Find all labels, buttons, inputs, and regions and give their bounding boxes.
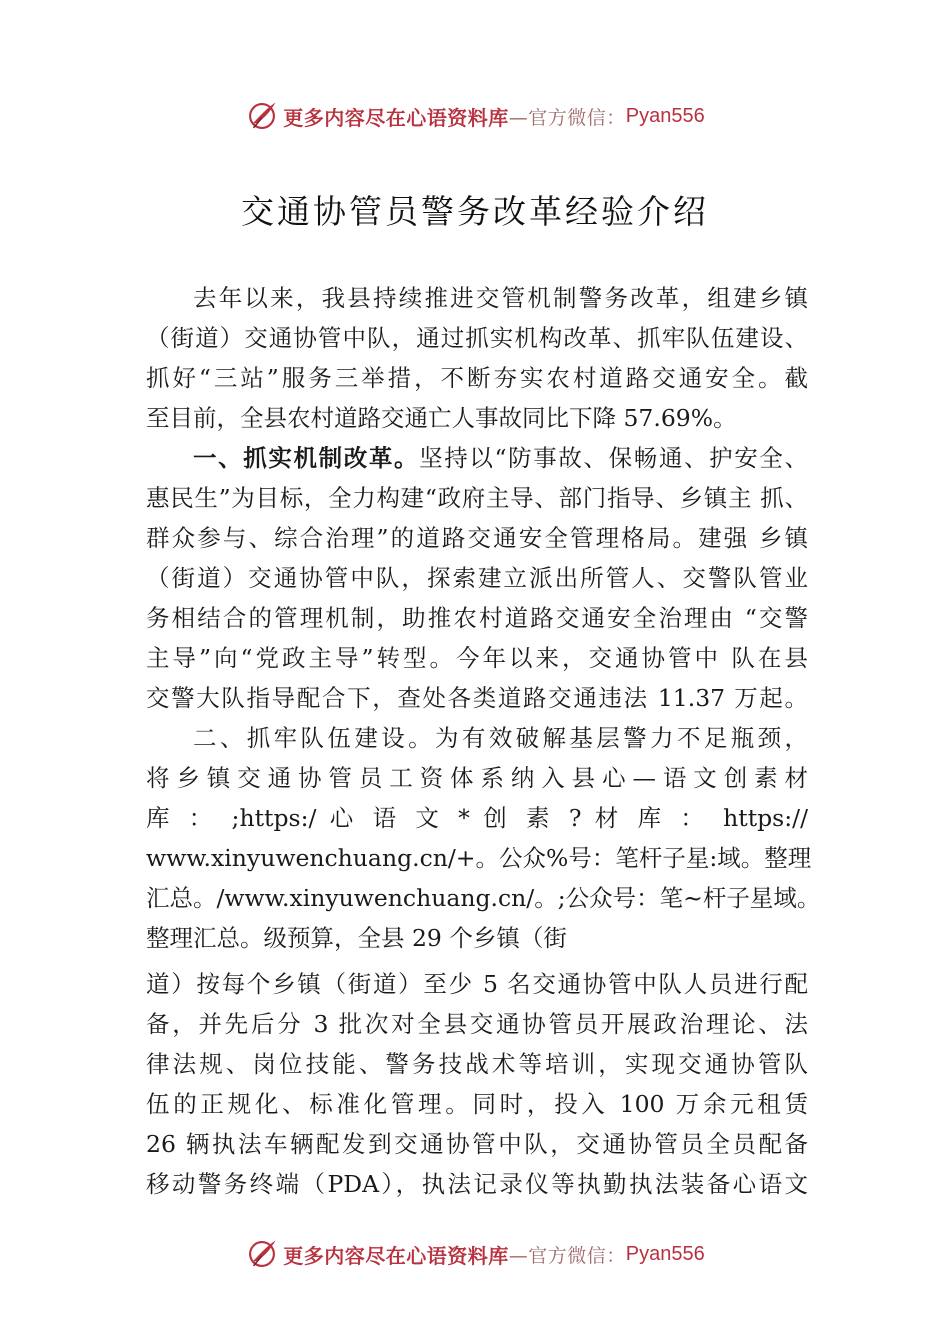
footer-banner bbox=[0, 1234, 950, 1274]
text-line: 26 辆执法车辆配发到交通协管中队，交通协管员全员配备 bbox=[146, 1130, 808, 1158]
text-line bbox=[146, 438, 808, 478]
text-line: （街道）交通协管中队，探索建立派出所管人、交警队管业 bbox=[146, 564, 808, 592]
paragraph-intro bbox=[146, 278, 808, 438]
text-line: 群众参与、综合治理”的道路交通安全管理格局。建强 乡镇 bbox=[146, 524, 808, 552]
banner-official: —官方微信： bbox=[508, 1244, 626, 1267]
text-line: 至目前，全县农村道路交通亡人事故同比下降 57.69%。 bbox=[146, 404, 737, 432]
section-text: 坚持以“防事故、保畅通、护安全、 bbox=[419, 444, 809, 472]
document-title: 交通协管员警务改革经验介绍 bbox=[241, 192, 709, 231]
feather-quill-logo-icon bbox=[245, 99, 279, 133]
banner-brand: 更多内容尽在心语资料库 bbox=[283, 105, 509, 130]
text-line: 去年以来，我县持续推进交管机制警务改革，组建乡镇 bbox=[193, 284, 808, 312]
text-line: 律法规、岗位技能、警务技战术等培训，实现交通协管队 bbox=[146, 1050, 808, 1078]
text-line: 整理汇总。级预算，全县 29 个乡镇（街 bbox=[146, 924, 567, 952]
text-line: 移动警务终端（PDA），执法记录仪等执勤执法装备心语文 bbox=[146, 1170, 808, 1198]
text-line: 将乡镇交通协管员工资体系纳入县心—语文创素材 bbox=[146, 764, 808, 792]
text-line: 二、抓牢队伍建设。为有效破解基层警力不足瓶颈， bbox=[193, 724, 808, 752]
section-heading: 一、抓实机制改革。 bbox=[193, 444, 420, 472]
feather-quill-logo-icon bbox=[245, 1237, 279, 1271]
banner-official: —官方微信： bbox=[508, 106, 626, 129]
text-line: 惠民生”为目标，全力构建“政府主导、部门指导、乡镇主 抓、 bbox=[146, 484, 808, 512]
text-line: 主导”向“党政主导”转型。今年以来，交通协管中 队在县 bbox=[146, 644, 808, 672]
text-line: www.xinyuwenchuang.cn/+。公众%号：笔杆子星:域。整理 bbox=[146, 844, 812, 872]
text-line: 务相结合的管理机制，助推农村道路交通安全治理由 “交警 bbox=[146, 604, 808, 632]
text-line: 备，并先后分 3 批次对全县交通协管员开展政治理论、法 bbox=[146, 1010, 808, 1038]
document-body bbox=[146, 278, 821, 1204]
banner-wechat-id: Pyan556 bbox=[625, 104, 705, 127]
header-banner bbox=[0, 96, 950, 136]
text-line: 道）按每个乡镇（街道）至少 5 名交通协管中队人员进行配 bbox=[146, 970, 808, 998]
text-line: （街道）交通协管中队，通过抓实机构改革、抓牢队伍建设、 bbox=[146, 324, 808, 352]
text-line: 库 ： ;https:/ 心 语 文 * 创 素 ? 材 库 ： https:// bbox=[146, 804, 808, 832]
banner-wechat-id: Pyan556 bbox=[625, 1242, 705, 1265]
banner-brand: 更多内容尽在心语资料库 bbox=[283, 1243, 509, 1268]
paragraph-section-two bbox=[146, 718, 821, 1204]
text-line: 汇总。/www.xinyuwenchuang.cn/。;公众号：笔~杆子星域。 bbox=[146, 884, 821, 912]
paragraph-section-one bbox=[146, 438, 808, 718]
text-line: 抓好“三站”服务三举措，不断夯实农村道路交通安全。截 bbox=[146, 364, 808, 392]
text-line: 伍的正规化、标准化管理。同时，投入 100 万余元租赁 bbox=[146, 1090, 808, 1118]
text-line: 交警大队指导配合下，查处各类道路交通违法 11.37 万起。 bbox=[146, 684, 808, 712]
